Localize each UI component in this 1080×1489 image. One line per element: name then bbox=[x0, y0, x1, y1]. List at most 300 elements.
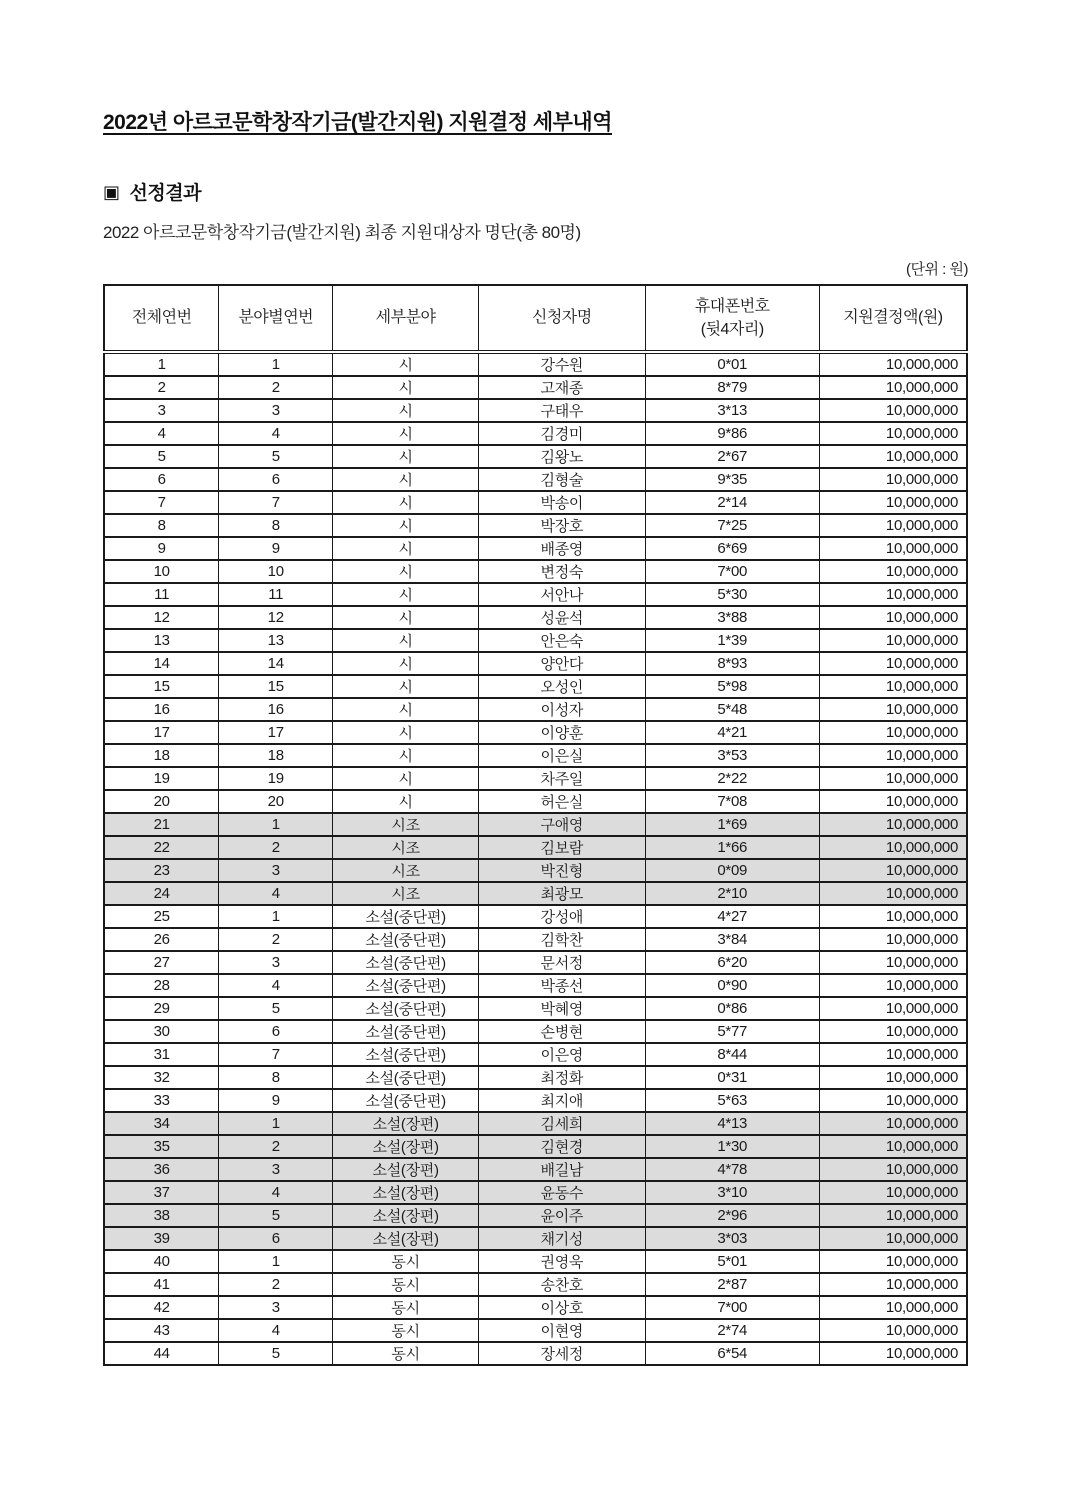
cell-category: 소설(중단편) bbox=[333, 951, 479, 974]
cell-overall-no: 2 bbox=[104, 376, 219, 399]
cell-overall-no: 31 bbox=[104, 1043, 219, 1066]
cell-amount: 10,000,000 bbox=[819, 1342, 967, 1365]
section-bullet-icon: ▣ bbox=[103, 181, 120, 202]
cell-applicant-name: 최정화 bbox=[479, 1066, 646, 1089]
cell-field-no: 14 bbox=[219, 652, 333, 675]
table-row bbox=[104, 836, 967, 859]
cell-applicant-name: 김형술 bbox=[479, 468, 646, 491]
cell-overall-no: 38 bbox=[104, 1204, 219, 1227]
cell-overall-no: 29 bbox=[104, 997, 219, 1020]
table-row bbox=[104, 1158, 967, 1181]
cell-phone: 5*01 bbox=[645, 1250, 819, 1273]
unit-note: (단위 : 원) bbox=[906, 261, 968, 278]
section-heading bbox=[103, 178, 968, 205]
cell-overall-no: 27 bbox=[104, 951, 219, 974]
table-header bbox=[104, 285, 967, 352]
table-row bbox=[104, 882, 967, 905]
cell-field-no: 16 bbox=[219, 698, 333, 721]
cell-phone: 1*39 bbox=[645, 629, 819, 652]
cell-phone: 5*77 bbox=[645, 1020, 819, 1043]
cell-field-no: 8 bbox=[219, 1066, 333, 1089]
cell-overall-no: 26 bbox=[104, 928, 219, 951]
cell-field-no: 19 bbox=[219, 767, 333, 790]
cell-category: 소설(중단편) bbox=[333, 1043, 479, 1066]
cell-overall-no: 9 bbox=[104, 537, 219, 560]
table-row bbox=[104, 422, 967, 445]
cell-field-no: 5 bbox=[219, 997, 333, 1020]
cell-amount: 10,000,000 bbox=[819, 560, 967, 583]
list-subtitle: 2022 아르코문학창작기금(발간지원) 최종 지원대상자 명단(총 80명) bbox=[103, 223, 581, 242]
cell-amount: 10,000,000 bbox=[819, 1112, 967, 1135]
cell-field-no: 13 bbox=[219, 629, 333, 652]
table-row bbox=[104, 790, 967, 813]
table-row bbox=[104, 1020, 967, 1043]
cell-field-no: 5 bbox=[219, 1204, 333, 1227]
cell-applicant-name: 최광모 bbox=[479, 882, 646, 905]
cell-category: 시 bbox=[333, 721, 479, 744]
cell-applicant-name: 박장호 bbox=[479, 514, 646, 537]
cell-applicant-name: 이양훈 bbox=[479, 721, 646, 744]
cell-applicant-name: 김현경 bbox=[479, 1135, 646, 1158]
cell-overall-no: 24 bbox=[104, 882, 219, 905]
table-row bbox=[104, 1043, 967, 1066]
table-row bbox=[104, 1296, 967, 1319]
cell-amount: 10,000,000 bbox=[819, 514, 967, 537]
table-row bbox=[104, 1273, 967, 1296]
cell-category: 시 bbox=[333, 422, 479, 445]
cell-phone: 3*88 bbox=[645, 606, 819, 629]
cell-phone: 7*00 bbox=[645, 560, 819, 583]
cell-amount: 10,000,000 bbox=[819, 606, 967, 629]
cell-category: 동시 bbox=[333, 1250, 479, 1273]
cell-applicant-name: 채기성 bbox=[479, 1227, 646, 1250]
cell-applicant-name: 이성자 bbox=[479, 698, 646, 721]
cell-applicant-name: 구태우 bbox=[479, 399, 646, 422]
cell-category: 시 bbox=[333, 583, 479, 606]
cell-field-no: 18 bbox=[219, 744, 333, 767]
cell-phone: 6*20 bbox=[645, 951, 819, 974]
cell-category: 시 bbox=[333, 537, 479, 560]
cell-phone: 2*74 bbox=[645, 1319, 819, 1342]
cell-phone: 3*53 bbox=[645, 744, 819, 767]
cell-category: 소설(중단편) bbox=[333, 1020, 479, 1043]
grant-recipients-table bbox=[103, 284, 968, 1366]
table-row bbox=[104, 1181, 967, 1204]
cell-overall-no: 34 bbox=[104, 1112, 219, 1135]
cell-amount: 10,000,000 bbox=[819, 721, 967, 744]
cell-category: 시 bbox=[333, 445, 479, 468]
cell-field-no: 2 bbox=[219, 1135, 333, 1158]
column-header-overall-no: 전체연번 bbox=[104, 285, 219, 352]
cell-category: 소설(장편) bbox=[333, 1227, 479, 1250]
table-row bbox=[104, 1089, 967, 1112]
cell-field-no: 1 bbox=[219, 813, 333, 836]
cell-overall-no: 12 bbox=[104, 606, 219, 629]
cell-applicant-name: 배길남 bbox=[479, 1158, 646, 1181]
cell-category: 소설(장편) bbox=[333, 1158, 479, 1181]
cell-phone: 1*30 bbox=[645, 1135, 819, 1158]
table-row bbox=[104, 583, 967, 606]
cell-category: 시조 bbox=[333, 813, 479, 836]
cell-overall-no: 7 bbox=[104, 491, 219, 514]
column-header-applicant-name: 신청자명 bbox=[479, 285, 646, 352]
table-row bbox=[104, 491, 967, 514]
cell-overall-no: 19 bbox=[104, 767, 219, 790]
table-row bbox=[104, 974, 967, 997]
cell-field-no: 4 bbox=[219, 1319, 333, 1342]
cell-field-no: 4 bbox=[219, 882, 333, 905]
table-row bbox=[104, 606, 967, 629]
cell-amount: 10,000,000 bbox=[819, 1158, 967, 1181]
cell-phone: 0*86 bbox=[645, 997, 819, 1020]
cell-amount: 10,000,000 bbox=[819, 1089, 967, 1112]
cell-applicant-name: 양안다 bbox=[479, 652, 646, 675]
cell-phone: 4*21 bbox=[645, 721, 819, 744]
cell-overall-no: 1 bbox=[104, 352, 219, 376]
cell-amount: 10,000,000 bbox=[819, 744, 967, 767]
cell-amount: 10,000,000 bbox=[819, 537, 967, 560]
cell-category: 시조 bbox=[333, 882, 479, 905]
cell-field-no: 4 bbox=[219, 422, 333, 445]
table-row bbox=[104, 629, 967, 652]
cell-amount: 10,000,000 bbox=[819, 491, 967, 514]
cell-applicant-name: 김경미 bbox=[479, 422, 646, 445]
cell-phone: 6*54 bbox=[645, 1342, 819, 1365]
cell-applicant-name: 김학찬 bbox=[479, 928, 646, 951]
cell-field-no: 8 bbox=[219, 514, 333, 537]
cell-applicant-name: 구애영 bbox=[479, 813, 646, 836]
cell-overall-no: 23 bbox=[104, 859, 219, 882]
table-row bbox=[104, 352, 967, 376]
cell-overall-no: 6 bbox=[104, 468, 219, 491]
cell-applicant-name: 박혜영 bbox=[479, 997, 646, 1020]
cell-phone: 1*69 bbox=[645, 813, 819, 836]
cell-category: 시조 bbox=[333, 859, 479, 882]
table-row bbox=[104, 1342, 967, 1365]
table-row bbox=[104, 652, 967, 675]
cell-phone: 6*69 bbox=[645, 537, 819, 560]
cell-category: 소설(장편) bbox=[333, 1135, 479, 1158]
cell-phone: 0*01 bbox=[645, 352, 819, 376]
cell-category: 소설(중단편) bbox=[333, 905, 479, 928]
cell-amount: 10,000,000 bbox=[819, 583, 967, 606]
table-row bbox=[104, 997, 967, 1020]
table-row bbox=[104, 698, 967, 721]
cell-overall-no: 8 bbox=[104, 514, 219, 537]
cell-phone: 2*14 bbox=[645, 491, 819, 514]
cell-applicant-name: 김보람 bbox=[479, 836, 646, 859]
cell-overall-no: 30 bbox=[104, 1020, 219, 1043]
cell-amount: 10,000,000 bbox=[819, 422, 967, 445]
cell-category: 시 bbox=[333, 767, 479, 790]
cell-amount: 10,000,000 bbox=[819, 1135, 967, 1158]
cell-category: 시 bbox=[333, 698, 479, 721]
cell-phone: 2*10 bbox=[645, 882, 819, 905]
cell-category: 소설(장편) bbox=[333, 1112, 479, 1135]
cell-applicant-name: 이상호 bbox=[479, 1296, 646, 1319]
cell-phone: 5*30 bbox=[645, 583, 819, 606]
column-header-field-no: 분야별연번 bbox=[219, 285, 333, 352]
cell-overall-no: 17 bbox=[104, 721, 219, 744]
cell-field-no: 15 bbox=[219, 675, 333, 698]
cell-field-no: 1 bbox=[219, 905, 333, 928]
cell-category: 시 bbox=[333, 629, 479, 652]
table-row bbox=[104, 721, 967, 744]
cell-field-no: 9 bbox=[219, 1089, 333, 1112]
cell-applicant-name: 허은실 bbox=[479, 790, 646, 813]
table-row bbox=[104, 1066, 967, 1089]
cell-phone: 0*90 bbox=[645, 974, 819, 997]
cell-category: 소설(중단편) bbox=[333, 1066, 479, 1089]
cell-applicant-name: 김세희 bbox=[479, 1112, 646, 1135]
cell-field-no: 6 bbox=[219, 1020, 333, 1043]
cell-phone: 3*13 bbox=[645, 399, 819, 422]
cell-category: 시 bbox=[333, 399, 479, 422]
cell-applicant-name: 안은숙 bbox=[479, 629, 646, 652]
cell-applicant-name: 박송이 bbox=[479, 491, 646, 514]
cell-phone: 2*67 bbox=[645, 445, 819, 468]
cell-field-no: 3 bbox=[219, 1158, 333, 1181]
cell-field-no: 11 bbox=[219, 583, 333, 606]
cell-overall-no: 33 bbox=[104, 1089, 219, 1112]
table-row bbox=[104, 905, 967, 928]
cell-field-no: 5 bbox=[219, 445, 333, 468]
cell-amount: 10,000,000 bbox=[819, 905, 967, 928]
cell-amount: 10,000,000 bbox=[819, 997, 967, 1020]
cell-category: 시 bbox=[333, 491, 479, 514]
cell-field-no: 3 bbox=[219, 859, 333, 882]
cell-category: 시 bbox=[333, 376, 479, 399]
cell-phone: 0*09 bbox=[645, 859, 819, 882]
cell-overall-no: 40 bbox=[104, 1250, 219, 1273]
cell-overall-no: 22 bbox=[104, 836, 219, 859]
cell-overall-no: 28 bbox=[104, 974, 219, 997]
cell-field-no: 1 bbox=[219, 352, 333, 376]
cell-overall-no: 36 bbox=[104, 1158, 219, 1181]
cell-applicant-name: 이현영 bbox=[479, 1319, 646, 1342]
cell-applicant-name: 박진형 bbox=[479, 859, 646, 882]
cell-applicant-name: 이은영 bbox=[479, 1043, 646, 1066]
cell-amount: 10,000,000 bbox=[819, 1319, 967, 1342]
cell-overall-no: 44 bbox=[104, 1342, 219, 1365]
cell-phone: 8*44 bbox=[645, 1043, 819, 1066]
cell-category: 동시 bbox=[333, 1273, 479, 1296]
cell-applicant-name: 윤이주 bbox=[479, 1204, 646, 1227]
cell-phone: 4*13 bbox=[645, 1112, 819, 1135]
cell-amount: 10,000,000 bbox=[819, 882, 967, 905]
cell-amount: 10,000,000 bbox=[819, 352, 967, 376]
cell-field-no: 7 bbox=[219, 1043, 333, 1066]
cell-category: 동시 bbox=[333, 1319, 479, 1342]
cell-applicant-name: 김왕노 bbox=[479, 445, 646, 468]
cell-category: 시 bbox=[333, 352, 479, 376]
cell-applicant-name: 손병현 bbox=[479, 1020, 646, 1043]
cell-category: 시 bbox=[333, 468, 479, 491]
cell-overall-no: 43 bbox=[104, 1319, 219, 1342]
cell-applicant-name: 배종영 bbox=[479, 537, 646, 560]
cell-overall-no: 14 bbox=[104, 652, 219, 675]
cell-phone: 7*00 bbox=[645, 1296, 819, 1319]
cell-field-no: 20 bbox=[219, 790, 333, 813]
cell-category: 소설(중단편) bbox=[333, 974, 479, 997]
cell-overall-no: 37 bbox=[104, 1181, 219, 1204]
cell-category: 시조 bbox=[333, 836, 479, 859]
cell-field-no: 2 bbox=[219, 376, 333, 399]
cell-applicant-name: 강수원 bbox=[479, 352, 646, 376]
cell-applicant-name: 윤동수 bbox=[479, 1181, 646, 1204]
cell-field-no: 3 bbox=[219, 951, 333, 974]
table-row bbox=[104, 767, 967, 790]
cell-phone: 3*03 bbox=[645, 1227, 819, 1250]
cell-phone: 4*78 bbox=[645, 1158, 819, 1181]
cell-field-no: 6 bbox=[219, 1227, 333, 1250]
cell-field-no: 9 bbox=[219, 537, 333, 560]
cell-field-no: 12 bbox=[219, 606, 333, 629]
cell-applicant-name: 권영욱 bbox=[479, 1250, 646, 1273]
column-header-phone-line1: 휴대폰번호 bbox=[694, 297, 770, 315]
cell-overall-no: 35 bbox=[104, 1135, 219, 1158]
cell-applicant-name: 서안나 bbox=[479, 583, 646, 606]
cell-amount: 10,000,000 bbox=[819, 836, 967, 859]
cell-overall-no: 4 bbox=[104, 422, 219, 445]
cell-category: 시 bbox=[333, 744, 479, 767]
cell-overall-no: 5 bbox=[104, 445, 219, 468]
cell-amount: 10,000,000 bbox=[819, 1066, 967, 1089]
cell-overall-no: 21 bbox=[104, 813, 219, 836]
cell-overall-no: 15 bbox=[104, 675, 219, 698]
cell-category: 시 bbox=[333, 652, 479, 675]
cell-amount: 10,000,000 bbox=[819, 399, 967, 422]
cell-amount: 10,000,000 bbox=[819, 951, 967, 974]
cell-amount: 10,000,000 bbox=[819, 767, 967, 790]
cell-amount: 10,000,000 bbox=[819, 1227, 967, 1250]
cell-applicant-name: 변정숙 bbox=[479, 560, 646, 583]
table-row bbox=[104, 744, 967, 767]
table-row bbox=[104, 928, 967, 951]
cell-field-no: 4 bbox=[219, 1181, 333, 1204]
cell-amount: 10,000,000 bbox=[819, 928, 967, 951]
page-title: 2022년 아르코문학창작기금(발간지원) 지원결정 세부내역 bbox=[103, 111, 612, 134]
cell-field-no: 6 bbox=[219, 468, 333, 491]
cell-amount: 10,000,000 bbox=[819, 1020, 967, 1043]
cell-category: 소설(장편) bbox=[333, 1181, 479, 1204]
cell-applicant-name: 강성애 bbox=[479, 905, 646, 928]
cell-category: 소설(중단편) bbox=[333, 1089, 479, 1112]
cell-amount: 10,000,000 bbox=[819, 1204, 967, 1227]
cell-field-no: 2 bbox=[219, 928, 333, 951]
cell-applicant-name: 이은실 bbox=[479, 744, 646, 767]
cell-phone: 2*87 bbox=[645, 1273, 819, 1296]
cell-amount: 10,000,000 bbox=[819, 675, 967, 698]
column-header-amount: 지원결정액(원) bbox=[819, 285, 967, 352]
cell-amount: 10,000,000 bbox=[819, 698, 967, 721]
cell-field-no: 17 bbox=[219, 721, 333, 744]
table-row bbox=[104, 859, 967, 882]
cell-overall-no: 41 bbox=[104, 1273, 219, 1296]
cell-category: 시 bbox=[333, 560, 479, 583]
cell-applicant-name: 송찬호 bbox=[479, 1273, 646, 1296]
cell-overall-no: 10 bbox=[104, 560, 219, 583]
cell-category: 소설(장편) bbox=[333, 1204, 479, 1227]
cell-category: 소설(중단편) bbox=[333, 928, 479, 951]
cell-applicant-name: 문서정 bbox=[479, 951, 646, 974]
cell-field-no: 3 bbox=[219, 399, 333, 422]
table-row bbox=[104, 399, 967, 422]
table-row bbox=[104, 951, 967, 974]
cell-phone: 5*63 bbox=[645, 1089, 819, 1112]
cell-overall-no: 3 bbox=[104, 399, 219, 422]
table-row bbox=[104, 468, 967, 491]
cell-category: 동시 bbox=[333, 1296, 479, 1319]
cell-amount: 10,000,000 bbox=[819, 629, 967, 652]
cell-category: 소설(중단편) bbox=[333, 997, 479, 1020]
cell-overall-no: 11 bbox=[104, 583, 219, 606]
cell-phone: 5*48 bbox=[645, 698, 819, 721]
cell-amount: 10,000,000 bbox=[819, 1181, 967, 1204]
cell-amount: 10,000,000 bbox=[819, 1250, 967, 1273]
cell-amount: 10,000,000 bbox=[819, 859, 967, 882]
table-row bbox=[104, 514, 967, 537]
cell-field-no: 5 bbox=[219, 1342, 333, 1365]
table-header-row bbox=[104, 285, 967, 352]
table-row bbox=[104, 675, 967, 698]
cell-phone: 9*86 bbox=[645, 422, 819, 445]
table-row bbox=[104, 1135, 967, 1158]
cell-category: 시 bbox=[333, 790, 479, 813]
cell-phone: 2*96 bbox=[645, 1204, 819, 1227]
table-row bbox=[104, 813, 967, 836]
table-row bbox=[104, 560, 967, 583]
cell-phone: 5*98 bbox=[645, 675, 819, 698]
cell-field-no: 2 bbox=[219, 836, 333, 859]
cell-overall-no: 25 bbox=[104, 905, 219, 928]
table-row bbox=[104, 1250, 967, 1273]
cell-applicant-name: 차주일 bbox=[479, 767, 646, 790]
cell-phone: 8*93 bbox=[645, 652, 819, 675]
cell-amount: 10,000,000 bbox=[819, 445, 967, 468]
table-row bbox=[104, 445, 967, 468]
cell-category: 시 bbox=[333, 675, 479, 698]
cell-phone: 8*79 bbox=[645, 376, 819, 399]
cell-phone: 3*84 bbox=[645, 928, 819, 951]
cell-phone: 1*66 bbox=[645, 836, 819, 859]
cell-phone: 4*27 bbox=[645, 905, 819, 928]
table-row bbox=[104, 1112, 967, 1135]
cell-field-no: 2 bbox=[219, 1273, 333, 1296]
cell-field-no: 4 bbox=[219, 974, 333, 997]
cell-overall-no: 18 bbox=[104, 744, 219, 767]
column-header-phone bbox=[645, 285, 819, 352]
table-row bbox=[104, 376, 967, 399]
cell-category: 시 bbox=[333, 514, 479, 537]
cell-overall-no: 42 bbox=[104, 1296, 219, 1319]
cell-category: 동시 bbox=[333, 1342, 479, 1365]
section-heading-label: 선정결과 bbox=[129, 183, 201, 204]
cell-overall-no: 16 bbox=[104, 698, 219, 721]
cell-amount: 10,000,000 bbox=[819, 974, 967, 997]
table-row bbox=[104, 1204, 967, 1227]
cell-field-no: 7 bbox=[219, 491, 333, 514]
cell-applicant-name: 성윤석 bbox=[479, 606, 646, 629]
cell-phone: 7*25 bbox=[645, 514, 819, 537]
cell-applicant-name: 고재종 bbox=[479, 376, 646, 399]
table-row bbox=[104, 1227, 967, 1250]
cell-field-no: 3 bbox=[219, 1296, 333, 1319]
cell-overall-no: 13 bbox=[104, 629, 219, 652]
cell-overall-no: 32 bbox=[104, 1066, 219, 1089]
table-row bbox=[104, 1319, 967, 1342]
cell-field-no: 1 bbox=[219, 1112, 333, 1135]
